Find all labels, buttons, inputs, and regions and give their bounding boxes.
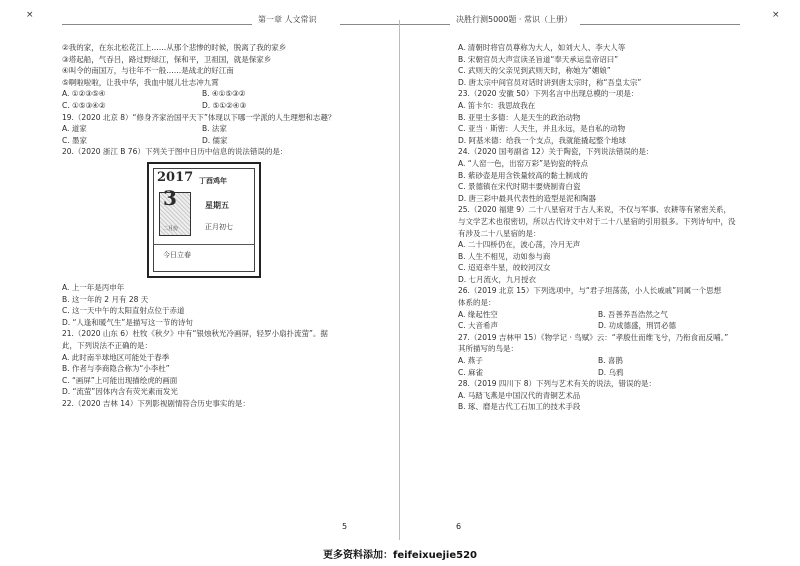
option: A. 笛卡尔：我思故我在 (458, 100, 536, 110)
option: B. ④①⑤③② (202, 89, 246, 99)
question-26-cont: 体系的是： (458, 298, 496, 308)
option: C. “画屏”上可能出现描绘虎的画面 (62, 375, 178, 385)
option: D. 阿基米德：给我一个支点，我就能撬起整个地球 (458, 135, 627, 145)
question-21: 21.（2020 山东 6）杜牧《秋夕》中有“银烛秋光冷画屏，轻罗小扇扑流萤”。据 (62, 329, 328, 339)
option: A. 二十四桥仍在，波心荡，冷月无声 (458, 240, 581, 250)
right-page (400, 0, 800, 540)
text-line: ③塔起船，气吞吕，路过野绿江，保和平，卫祖国，就是保家乡 (62, 54, 272, 64)
question-25-cont: 有涉及二十八星宿的是： (458, 228, 541, 238)
option: C. 亚当 · 斯密：人天生，并且永远，是自私的动物 (458, 124, 626, 134)
option: A. 上一年是丙申年 (62, 282, 125, 292)
question-22: 22.（2020 吉林 14）下列影视剧情符合历史事实的是： (62, 398, 250, 408)
calendar-solar-term: 今日立春 (163, 250, 191, 259)
option: A. 道家 (62, 124, 87, 134)
question-24: 24.（2020 国考副省 12）关于陶瓷，下列说法错误的是： (458, 147, 654, 157)
text-line: ④叫令的南国万，与往年不一般……是战北的好江南 (62, 66, 234, 76)
option: B. 法家 (202, 124, 227, 134)
option: D. 乌鸦 (598, 367, 624, 377)
right-content (458, 42, 758, 413)
option: B. 亚里士多德：人是天生的政治动物 (458, 112, 581, 122)
calendar-year: 2017 (157, 169, 194, 185)
option-row (458, 367, 758, 379)
option: B. 人生不相见，动如参与商 (458, 251, 551, 261)
option: A. 此时南半球地区可能处于春季 (62, 352, 170, 362)
option-row (458, 320, 758, 332)
option: B. 喜鹊 (598, 356, 623, 366)
option: D. 唐三彩中最具代表性的造型是泥和陶器 (458, 193, 597, 203)
header-rule (340, 24, 400, 25)
option: A. ①②③⑤④ (62, 89, 106, 99)
header-chapter: 第一章 人文常识 (258, 15, 317, 24)
corner-mark: × (26, 10, 34, 20)
calendar-weekday: 星期五 (205, 200, 229, 210)
option: A. 缘起性空 (458, 309, 498, 319)
question-25-cont: 与文学艺术也很密切，所以古代诗文中对于二十八星宿的引用很多。下列诗句中，没 (458, 216, 736, 226)
option: C. 大音希声 (458, 321, 499, 331)
left-content (62, 42, 362, 409)
calendar-image (147, 162, 261, 278)
option: A. 燕子 (458, 356, 483, 366)
calendar-day: 3 (163, 185, 177, 210)
option-row (458, 355, 758, 367)
text-line: ⑤啊啦啦啦，让我中华，我血中展儿壮志冲九霄 (62, 77, 219, 87)
option-row (62, 123, 362, 135)
option: D. 七月流火，九月授衣 (458, 274, 537, 284)
option: C. 麻雀 (458, 367, 484, 377)
question-25: 25.（2020 福建 9）二十八星宿对于古人来说，不仅与军事、农耕等有紧密关系， (458, 205, 732, 215)
option: B. 紫砂壶是用含铁量较高的黏土制成的 (458, 170, 588, 180)
option: D. ⑤①②④③ (202, 100, 247, 110)
question-26: 26.（2019 北京 15）下列选项中，与“君子坦荡荡，小人长戚戚”同属一个思想 (458, 286, 722, 296)
option-row (458, 309, 758, 321)
question-27-cont: 其所描写的鸟是： (458, 344, 518, 354)
option: D. 儒家 (202, 135, 228, 145)
option: A. 清朝时将官员尊称为大人，如刘大人、李大人等 (458, 43, 626, 52)
option: C. 景德镇在宋代时期丰要烧制青白瓷 (458, 182, 581, 192)
left-page (0, 0, 400, 540)
question-28: 28.（2019 四川下 8）下列与艺术有关的说法，错误的是： (458, 379, 657, 389)
option: B. 作者与李商隐合称为“小李杜” (62, 364, 170, 374)
header-title: 决胜行测5000题 · 常识（上册） (456, 15, 572, 24)
text-line: ②我的家，在东北松花江上……从那个悲惨的时候，脱离了我的家乡 (62, 43, 287, 52)
option: C. 这一天中午的太阳直射点位于赤道 (62, 306, 185, 316)
option: D. “人逢和暖气生”是描写这一节的诗句 (62, 317, 193, 327)
option: B. 吾善养吾浩然之气 (598, 309, 668, 319)
calendar-divider (153, 244, 255, 245)
page-number: 5 (342, 522, 348, 531)
option: B. 宋朝官员大声宣读圣旨道“奉天承运皇帝诏曰” (458, 54, 619, 64)
option: D. “流萤”因体内含有荧光素而发光 (62, 387, 178, 397)
question-21-cont: 此，下列说法不正确的是： (62, 340, 152, 350)
calendar-month: 二月份 (163, 225, 179, 232)
option: B. 琢、磨是古代工石加工的技术手段 (458, 402, 581, 412)
option: B. 这一年的 2 月有 28 天 (62, 294, 149, 304)
calendar-lunar-date: 正月初七 (205, 222, 233, 231)
option: C. 武则天的父亲见到武则天时，称她为“媚娘” (458, 66, 611, 76)
question-23: 23.（2020 安徽 50）下列名言中出现总模的一项是： (458, 89, 639, 99)
page-number: 6 (456, 522, 462, 531)
header-rule (400, 24, 450, 25)
calendar-ganzhi: 丁酉鸡年 (199, 176, 227, 185)
question-27: 27.（2019 吉林甲 15）《物学记 · 鸟赋》云：“孝殷仕而维飞兮，乃衔食而反哺。” (458, 332, 729, 342)
header-rule (62, 24, 252, 25)
option: A. “人窑一色，出窑万彩”是钧瓷的特点 (458, 158, 589, 168)
option: D. 唐太宗中间官员对话时讲到唐太宗时，称“吾皇太宗” (458, 77, 642, 87)
corner-mark: × (772, 10, 780, 20)
footer-notice: 更多资料添加：feifeixuejie520 (323, 550, 477, 561)
option-row (62, 100, 362, 112)
question-20: 20.（2020 浙江 B 76）下列关于图中日历中信息的说法错误的是： (62, 147, 288, 157)
option: A. 马踏飞燕是中国汉代的青铜艺术品 (458, 390, 581, 400)
option: C. 墨家 (62, 135, 88, 145)
option: D. 功成德盛，刑罚必德 (598, 321, 677, 331)
option: C. 迢迢牵牛星，皎皎河汉女 (458, 263, 551, 273)
option-row (62, 135, 362, 147)
header-rule (580, 24, 740, 25)
option-row (62, 88, 362, 100)
option: C. ①⑤③④② (62, 100, 106, 110)
question-19: 19.（2020 北京 8）“修身齐家治国平天下”体现以下哪一学派的人生理想和志趣？ (62, 112, 336, 122)
